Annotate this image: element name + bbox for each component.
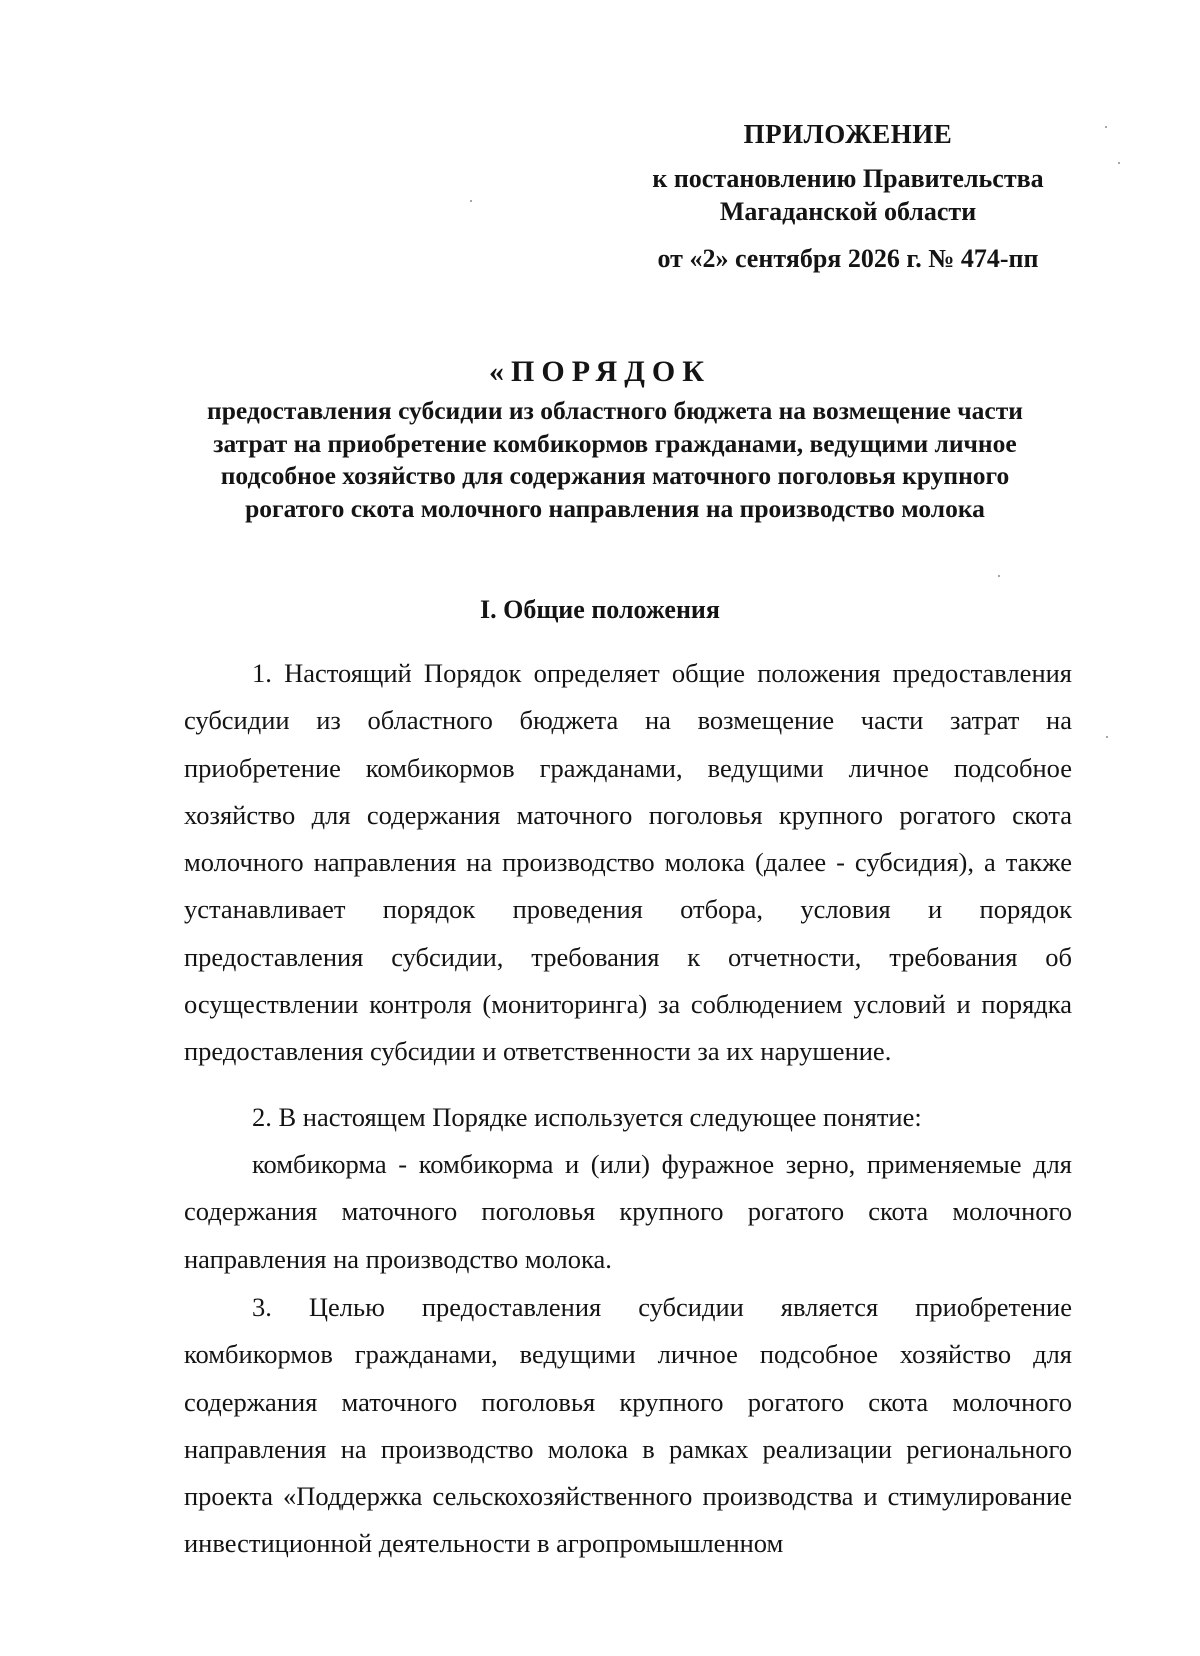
document-title: «ПОРЯДОК (489, 355, 711, 388)
scan-speck (1118, 162, 1120, 164)
paragraph-1: 1. Настоящий Порядок определяет общие положения предоставления субсидии из областного бюджета на возмещение части затрат на приобретение комбикормов гражданами, ведущими личное подсобное хозяйство для содержания маточного поголовья крупного рогатого скота молочного направления на производство молока (далее - субсидия), а также устанавливает порядок проведения отбора, условия и порядок предоставления субсидии, требования к отчетности, требования об осуществлении контроля (мониторинга) за соблюдением условий и порядка предоставления субсидии и ответственности за их нарушение. (184, 658, 1072, 1067)
scan-speck (470, 200, 472, 202)
scan-speck (1106, 736, 1108, 738)
scan-speck (998, 575, 1000, 577)
appendix-title: ПРИЛОЖЕНИЕ (743, 119, 953, 149)
scan-speck (1105, 126, 1107, 128)
document-subtitle: предоставления субсидии из областного бюджета на возмещение части затрат на приобретение комбикормов гражданами, ведущими личное подсобное хозяйство для содержания маточного поголовья крупного рогатого скота молочного направления на производство молока (207, 396, 1023, 523)
appendix-region-line: Магаданской области (719, 197, 977, 226)
paragraph-2: 2. В настоящем Порядке используется следующее понятие: (252, 1102, 922, 1132)
appendix-reference-line: к постановлению Правительства (652, 164, 1044, 193)
paragraph-3: 3. Целью предоставления субсидии является приобретение комбикормов гражданами, ведущими личное подсобное хозяйство для содержания маточного поголовья крупного рогатого скота молочного направления на производство молока в рамках реализации регионального проекта «Поддержка сельскохозяйственного производства и стимулирование инвестиционной деятельности в агропромышленном (184, 1292, 1072, 1559)
appendix-date-number-line: от «2» сентября 2026 г. № 474-пп (657, 244, 1039, 273)
section-heading: I. Общие положения (480, 595, 720, 624)
paragraph-definition: комбикорма - комбикорма и (или) фуражное зерно, применяемые для содержания маточного поголовья крупного рогатого скота молочного направления на производство молока. (184, 1149, 1072, 1274)
